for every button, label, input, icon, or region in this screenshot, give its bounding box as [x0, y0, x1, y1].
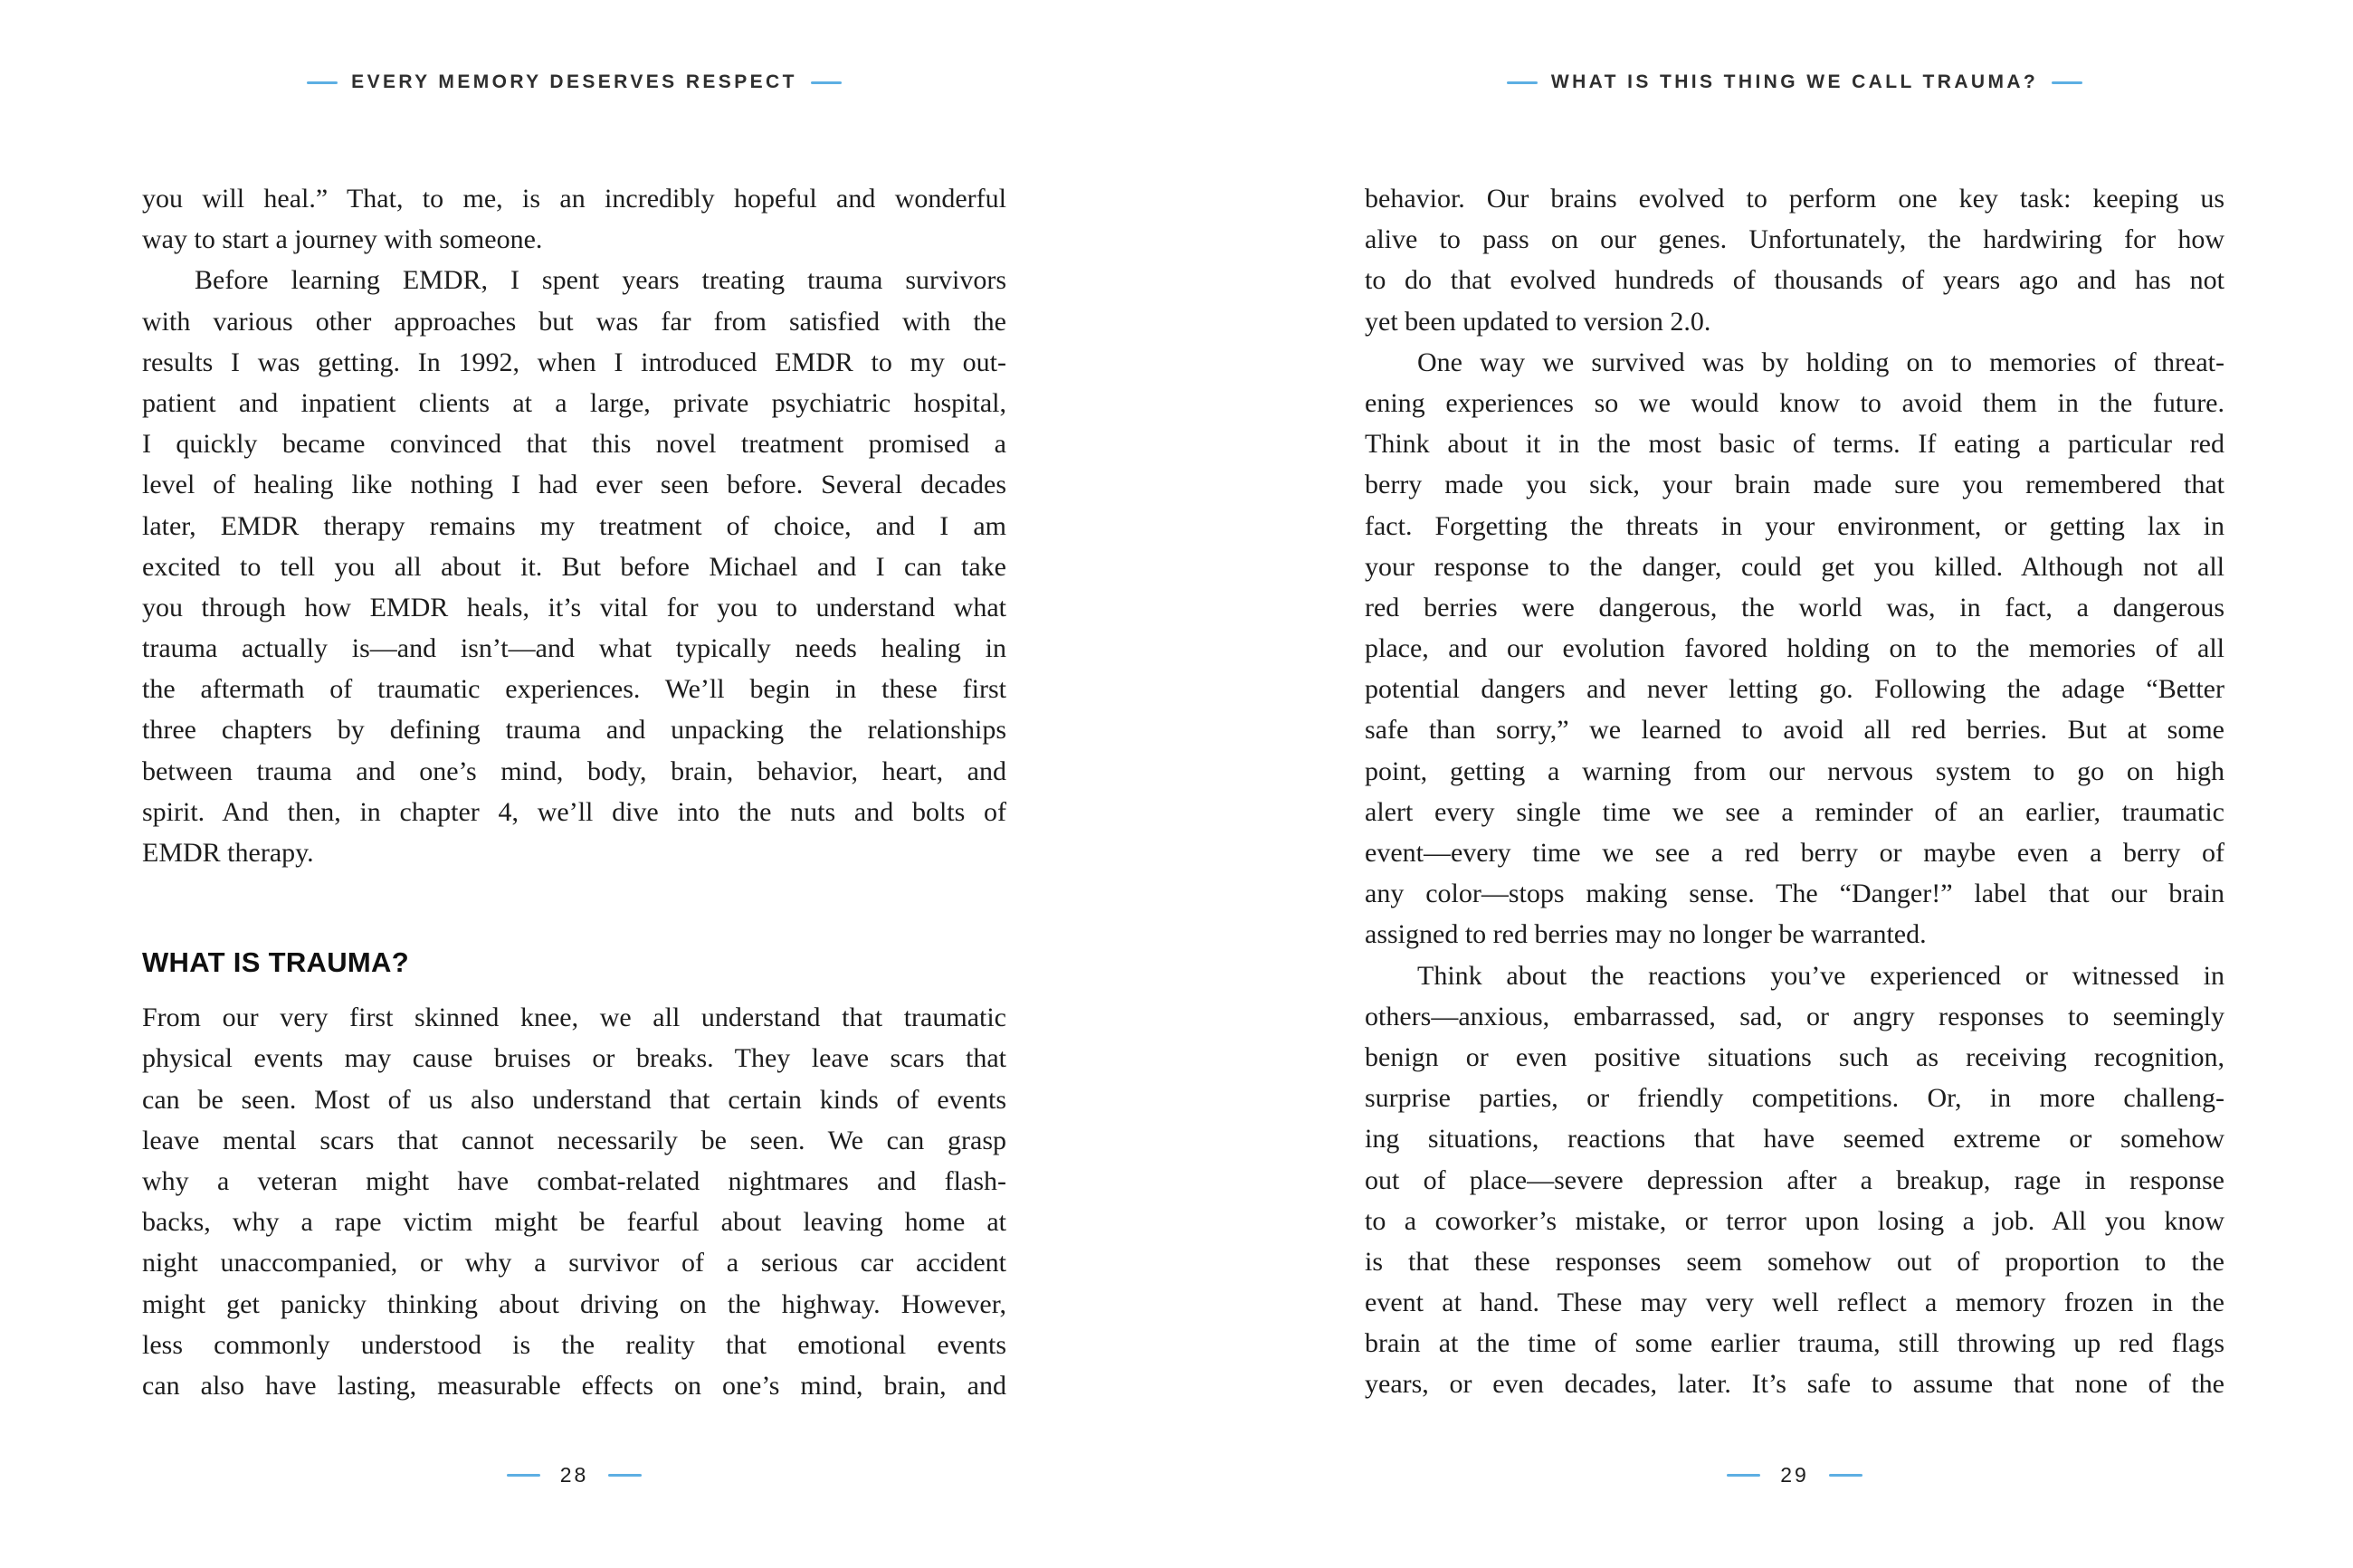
text-line: any color—stops making sense. The “Danger!” label that our brain	[1365, 879, 2224, 909]
text-line: three chapters by defining trauma and unpacking the relationships	[142, 715, 1006, 746]
right-page	[1176, 0, 2353, 1568]
paragraph	[142, 260, 1006, 873]
text-line: ing situations, reactions that have seemed extreme or somehow	[1365, 1124, 2224, 1155]
text-line: ening experiences so we would know to avoid them in the future.	[1365, 387, 2224, 418]
paragraph	[1365, 178, 2224, 342]
folio-rule-left-icon	[507, 1474, 540, 1477]
text-line: Think about it in the most basic of terms. If eating a particular red	[1365, 429, 2224, 460]
header-rule-left-icon	[307, 81, 338, 84]
text-line: spirit. And then, in chapter 4, we’ll dive into the nuts and bolts of	[142, 796, 1006, 827]
text-line: safe than sorry,” we learned to avoid all red berries. But at some	[1365, 715, 2224, 746]
paragraph	[142, 178, 1006, 260]
text-line: trauma actually is—and isn’t—and what typically needs healing in	[142, 633, 1006, 664]
left-page-folio	[142, 1462, 1006, 1487]
text-line: to do that evolved hundreds of thousands of years ago and has not	[1365, 265, 2224, 296]
left-page	[0, 0, 1176, 1568]
text-line: why a veteran might have combat-related nightmares and flash-	[142, 1165, 1006, 1196]
text-line: Before learning EMDR, I spent years treating trauma survivors	[195, 265, 1006, 296]
paragraph	[1365, 955, 2224, 1405]
right-page-column	[1365, 0, 2224, 1568]
text-line: potential dangers and never letting go. Following the adage “Better	[1365, 674, 2224, 705]
right-running-header-label: WHAT IS THIS THING WE CALL TRAUMA?	[1550, 71, 2039, 92]
header-rule-left-icon	[1507, 81, 1538, 84]
text-line: with various other approaches but was far from satisfied with the	[142, 306, 1006, 337]
text-line: event—every time we see a red berry or maybe even a berry of	[1365, 838, 2224, 868]
text-line: alert every single time we see a reminder of an earlier, traumatic	[1365, 796, 2224, 827]
text-line: EMDR therapy.	[142, 838, 314, 868]
text-line: years, or even decades, later. It’s safe to assume that none of the	[1365, 1369, 2224, 1400]
text-line: backs, why a rape victim might be fearful about leaving home at	[142, 1207, 1006, 1238]
text-line: leave mental scars that cannot necessarily be seen. We can grasp	[142, 1125, 1006, 1155]
header-rule-right-icon	[2052, 81, 2082, 84]
folio-rule-right-icon	[1829, 1474, 1862, 1477]
text-line: can be seen. Most of us also understand that certain kinds of events	[142, 1084, 1006, 1115]
left-running-header	[142, 71, 1006, 94]
text-line: to a coworker’s mistake, or terror upon losing a job. All you know	[1365, 1205, 2224, 1236]
text-line: your response to the danger, could get you killed. Although not all	[1365, 551, 2224, 582]
right-running-header	[1365, 71, 2224, 94]
text-line: might get panicky thinking about driving on the highway. However,	[142, 1288, 1006, 1319]
paragraph	[142, 997, 1006, 1406]
text-line: berry made you sick, your brain made sure you remembered that	[1365, 470, 2224, 500]
section-heading: WHAT IS TRAUMA?	[142, 946, 409, 979]
folio-rule-right-icon	[608, 1474, 642, 1477]
left-page-number: 28	[559, 1462, 589, 1487]
folio-rule-left-icon	[1727, 1474, 1760, 1477]
text-line: out of place—severe depression after a breakup, rage in response	[1365, 1164, 2224, 1195]
right-page-body	[1365, 178, 2224, 1405]
text-line: excited to tell you all about it. But before Michael and I can take	[142, 551, 1006, 582]
text-line: less commonly understood is the reality that emotional events	[142, 1329, 1006, 1360]
text-line: between trauma and one’s mind, body, brain, behavior, heart, and	[142, 755, 1006, 786]
left-page-column	[142, 0, 1006, 1568]
text-line: level of healing like nothing I had ever seen before. Several decades	[142, 470, 1006, 500]
text-line: physical events may cause bruises or breaks. They leave scars that	[142, 1043, 1006, 1074]
text-line: fact. Forgetting the threats in your environment, or getting lax in	[1365, 510, 2224, 541]
text-line: place, and our evolution favored holding on to the memories of all	[1365, 633, 2224, 664]
text-line: way to start a journey with someone.	[142, 224, 543, 255]
text-line: yet been updated to version 2.0.	[1365, 306, 1711, 337]
right-page-folio	[1365, 1462, 2224, 1487]
text-line: I quickly became convinced that this novel treatment promised a	[142, 429, 1006, 460]
text-line: later, EMDR therapy remains my treatment of choice, and I am	[142, 510, 1006, 541]
text-line: surprise parties, or friendly competitions. Or, in more challeng-	[1365, 1083, 2224, 1114]
text-line: you will heal.” That, to me, is an incredibly hopeful and wonderful	[142, 184, 1006, 214]
text-line: you through how EMDR heals, it’s vital for you to understand what	[142, 592, 1006, 622]
left-running-header-label: EVERY MEMORY DESERVES RESPECT	[351, 71, 797, 92]
text-line: benign or even positive situations such as receiving recognition,	[1365, 1041, 2224, 1072]
left-page-body	[142, 178, 1006, 1406]
header-rule-right-icon	[811, 81, 842, 84]
text-line: can also have lasting, measurable effects on one’s mind, brain, and	[142, 1370, 1006, 1401]
text-line: night unaccompanied, or why a survivor of a serious car accident	[142, 1248, 1006, 1278]
text-line: alive to pass on our genes. Unfortunately, the hardwiring for how	[1365, 224, 2224, 255]
text-line: others—anxious, embarrassed, sad, or angry responses to seemingly	[1365, 1001, 2224, 1031]
text-line: brain at the time of some earlier trauma, still throwing up red flags	[1365, 1328, 2224, 1359]
text-line: results I was getting. In 1992, when I introduced EMDR to my out-	[142, 347, 1006, 377]
text-line: red berries were dangerous, the world was, in fact, a dangerous	[1365, 592, 2224, 622]
text-line: One way we survived was by holding on to memories of threat-	[1417, 347, 2224, 377]
paragraph	[1365, 342, 2224, 955]
text-line: event at hand. These may very well reflect a memory frozen in the	[1365, 1288, 2224, 1318]
text-line: is that these responses seem somehow out of proportion to the	[1365, 1246, 2224, 1277]
text-line: Think about the reactions you’ve experienced or witnessed in	[1417, 960, 2224, 991]
text-line: point, getting a warning from our nervous system to go on high	[1365, 755, 2224, 786]
text-line: patient and inpatient clients at a large, private psychiatric hospital,	[142, 387, 1006, 418]
text-line: the aftermath of traumatic experiences. We’ll begin in these first	[142, 674, 1006, 705]
text-line: behavior. Our brains evolved to perform one key task: keeping us	[1365, 184, 2224, 214]
text-line: assigned to red berries may no longer be warranted.	[1365, 919, 1927, 950]
text-line: From our very first skinned knee, we all understand that traumatic	[142, 1003, 1006, 1033]
right-page-number: 29	[1780, 1462, 1809, 1487]
